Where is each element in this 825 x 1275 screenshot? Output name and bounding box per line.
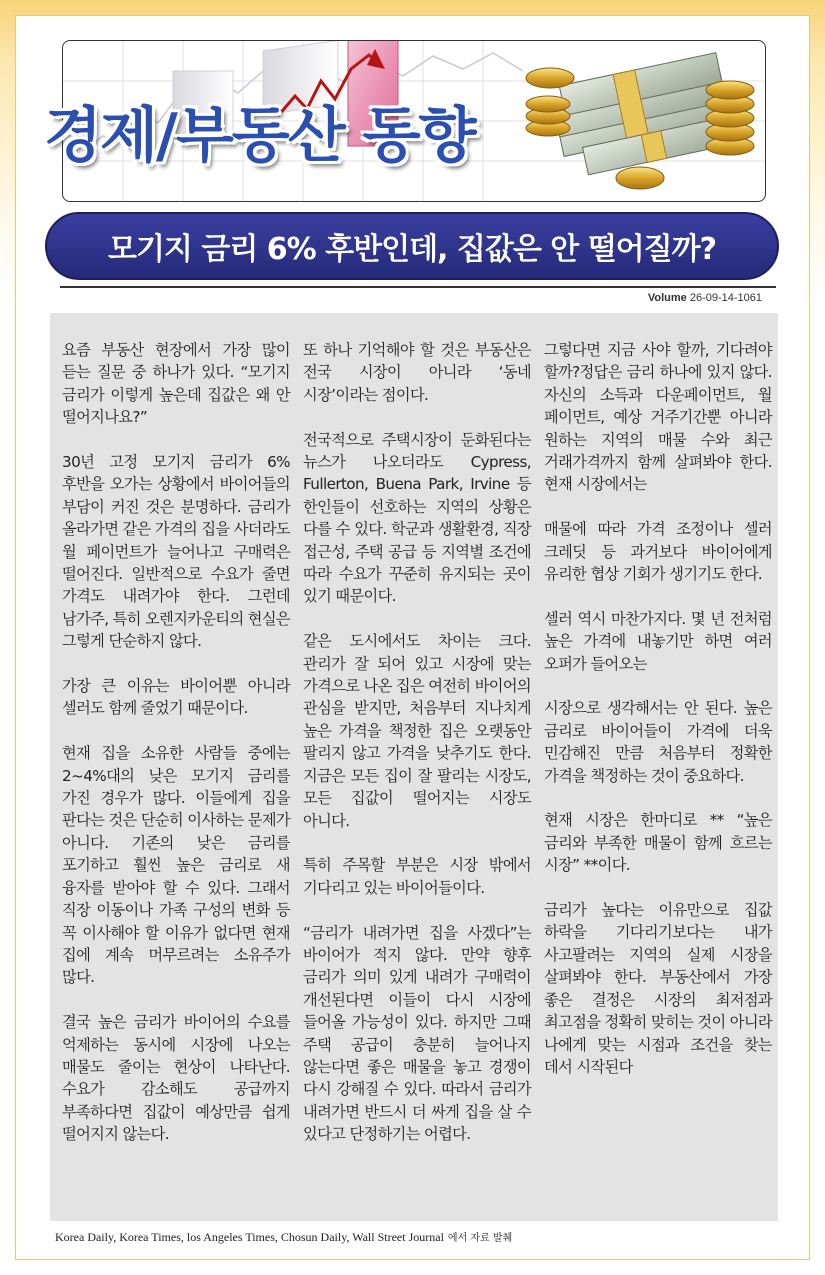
paragraph: 요즘 부동산 현장에서 가장 많이 듣는 질문 중 하나가 있다. “모기지 금리가 이렇게 높은데 집값은 왜 안 떨어지나요?” (62, 341, 290, 427)
paragraph: 같은 도시에서도 차이는 크다. 관리가 잘 되어 있고 시장에 맞는 가격으로 나온 집은 여전히 바이어의 관심을 받지만, 처음부터 지나치게 높은 가격을 책정한 집은 오랫동안 팔리지 않고 가격을 낮추기도 한다. 지금은 모든 집이 잘 팔리는 시장도, 모든 집값이 떨어지는 시장도 아니다. (303, 632, 531, 830)
headline-text: 모기지 금리 6% 후반인데, 집값은 안 떨어질까? (107, 232, 717, 267)
paragraph: 30년 고정 모기지 금리가 6% 후반을 오가는 상황에서 바이어들의 부담이 커진 것은 분명하다. 금리가 올라가면 같은 가격의 집을 사더라도 월 페이먼트가 늘어나고 구매력은 떨어진다. 일반적으로 수요가 줄면 가격도 내려가야 한다. 그런데 남가주, 특히 오렌지카운티의 현실은 그렇게 단순하지 않다. (62, 453, 290, 651)
paragraph: 결국 높은 금리가 바이어의 수요를 억제하는 동시에 시장에 나오는 매물도 줄이는 현상이 나타난다. 수요가 감소해도 공급까지 부족하다면 집값이 예상만큼 쉽게 떨어지지 않는다. (62, 1013, 290, 1144)
masthead-title: 경제/부동산 동향 (44, 101, 475, 171)
paragraph: 금리가 높다는 이유만으로 집값 하락을 기다리기보다는 내가 사고팔려는 지역의 실제 시장을 살펴봐야 한다. 부동산에서 가장 좋은 결정은 시장의 최저점과 최고점을 정확히 맞히는 것이 아니라 나에게 맞는 시점과 조건을 찾는 데서 시작된다 (544, 901, 772, 1076)
paragraph: 전국적으로 주택시장이 둔화된다는 뉴스가 나오더라도 Cypress, Fullerton, Buena Park, Irvine 등 한인들이 선호하는 지역의 상황은 다를 수 있다. 학군과 생활환경, 직장 접근성, 주택 공급 등 지역별 조건에 따라 수요가 꾸준히 유지되는 곳이 있기 때문이다. (303, 430, 531, 606)
article-column-3 (544, 339, 772, 1101)
paragraph: 특히 주목할 부분은 시장 밖에서 기다리고 있는 바이어들이다. (303, 856, 531, 897)
headline-banner (45, 212, 779, 280)
article-column-2 (303, 339, 531, 1168)
paragraph: 가장 큰 이유는 바이어뿐 아니라 셀러도 함께 줄었기 때문이다. (62, 677, 290, 718)
money-stacks-graphic (520, 48, 760, 198)
source-footer (55, 1229, 512, 1245)
source-suffix: 에서 자료 발췌 (447, 1233, 513, 1244)
paragraph: 또 하나 기억해야 할 것은 부동산은 전국 시장이 아니라 ‘동네 시장’이라는 점이다. (303, 341, 531, 404)
paragraph: 현재 시장은 한마디로 ** “높은 금리와 부족한 매물이 함께 흐르는 시장” **이다. (544, 811, 772, 875)
volume-number: 26-09-14-1061 (689, 292, 762, 304)
source-list: Korea Daily, Korea Times, los Angeles Times, Chosun Daily, Wall Street Journal (55, 1230, 444, 1244)
paragraph: 매물에 따라 가격 조정이나 셀러 크레딧 등 과거보다 바이어에게 유리한 협상 기회가 생기기도 한다. (544, 520, 772, 584)
paragraph: 시장으로 생각해서는 안 된다. 높은 금리로 바이어들이 가격에 더욱 민감해진 만큼 처음부터 정확한 가격을 책정하는 것이 중요하다. (544, 699, 772, 785)
paragraph: 그렇다면 지금 사야 할까, 기다려야 할까?정답은 금리 하나에 있지 않다. 자신의 소득과 다운페이먼트, 월 페이먼트, 예상 거주기간뿐 아니라 원하는 지역의 매물 수와 최근 거래가격까지 함께 살펴봐야 한다. 현재 시장에서는 (544, 341, 772, 494)
paragraph: 셀러 역시 마찬가지다. 몇 년 전처럼 높은 가격에 내놓기만 하면 여러 오퍼가 들어오는 (544, 609, 772, 673)
volume-label: Volume (647, 292, 687, 304)
paragraph: 현재 집을 소유한 사람들 중에는 2~4%대의 낮은 모기지 금리를 가진 경우가 많다. 이들에게 집을 판다는 것은 단순히 이사하는 문제가 아니다. 기존의 낮은 금리를 포기하고 훨씬 높은 금리로 새 융자를 받아야 할 수 있다. 그래서 직장 이동이나 가족 구성의 변화 등 꼭 이사해야 할 이유가 없다면 현재 집에 계속 머무르려는 소유주가 많다. (62, 744, 290, 987)
header-rule (60, 286, 776, 288)
article-column-1 (62, 339, 290, 1168)
article-body (50, 313, 778, 1221)
paragraph: “금리가 내려가면 집을 사겠다”는 바이어가 적지 않다. 만약 향후 금리가 의미 있게 내려가 구매력이 개선된다면 이들이 다시 시장에 들어올 가능성이 있다. 하지만 그때 주택 공급이 충분히 늘어나지 않는다면 좋은 매물을 놓고 경쟁이 다시 강해질 수 있다. 따라서 금리가 내려가면 반드시 더 싸게 집을 살 수 있다고 단정하기는 어렵다. (303, 923, 531, 1144)
volume-line (648, 292, 762, 304)
